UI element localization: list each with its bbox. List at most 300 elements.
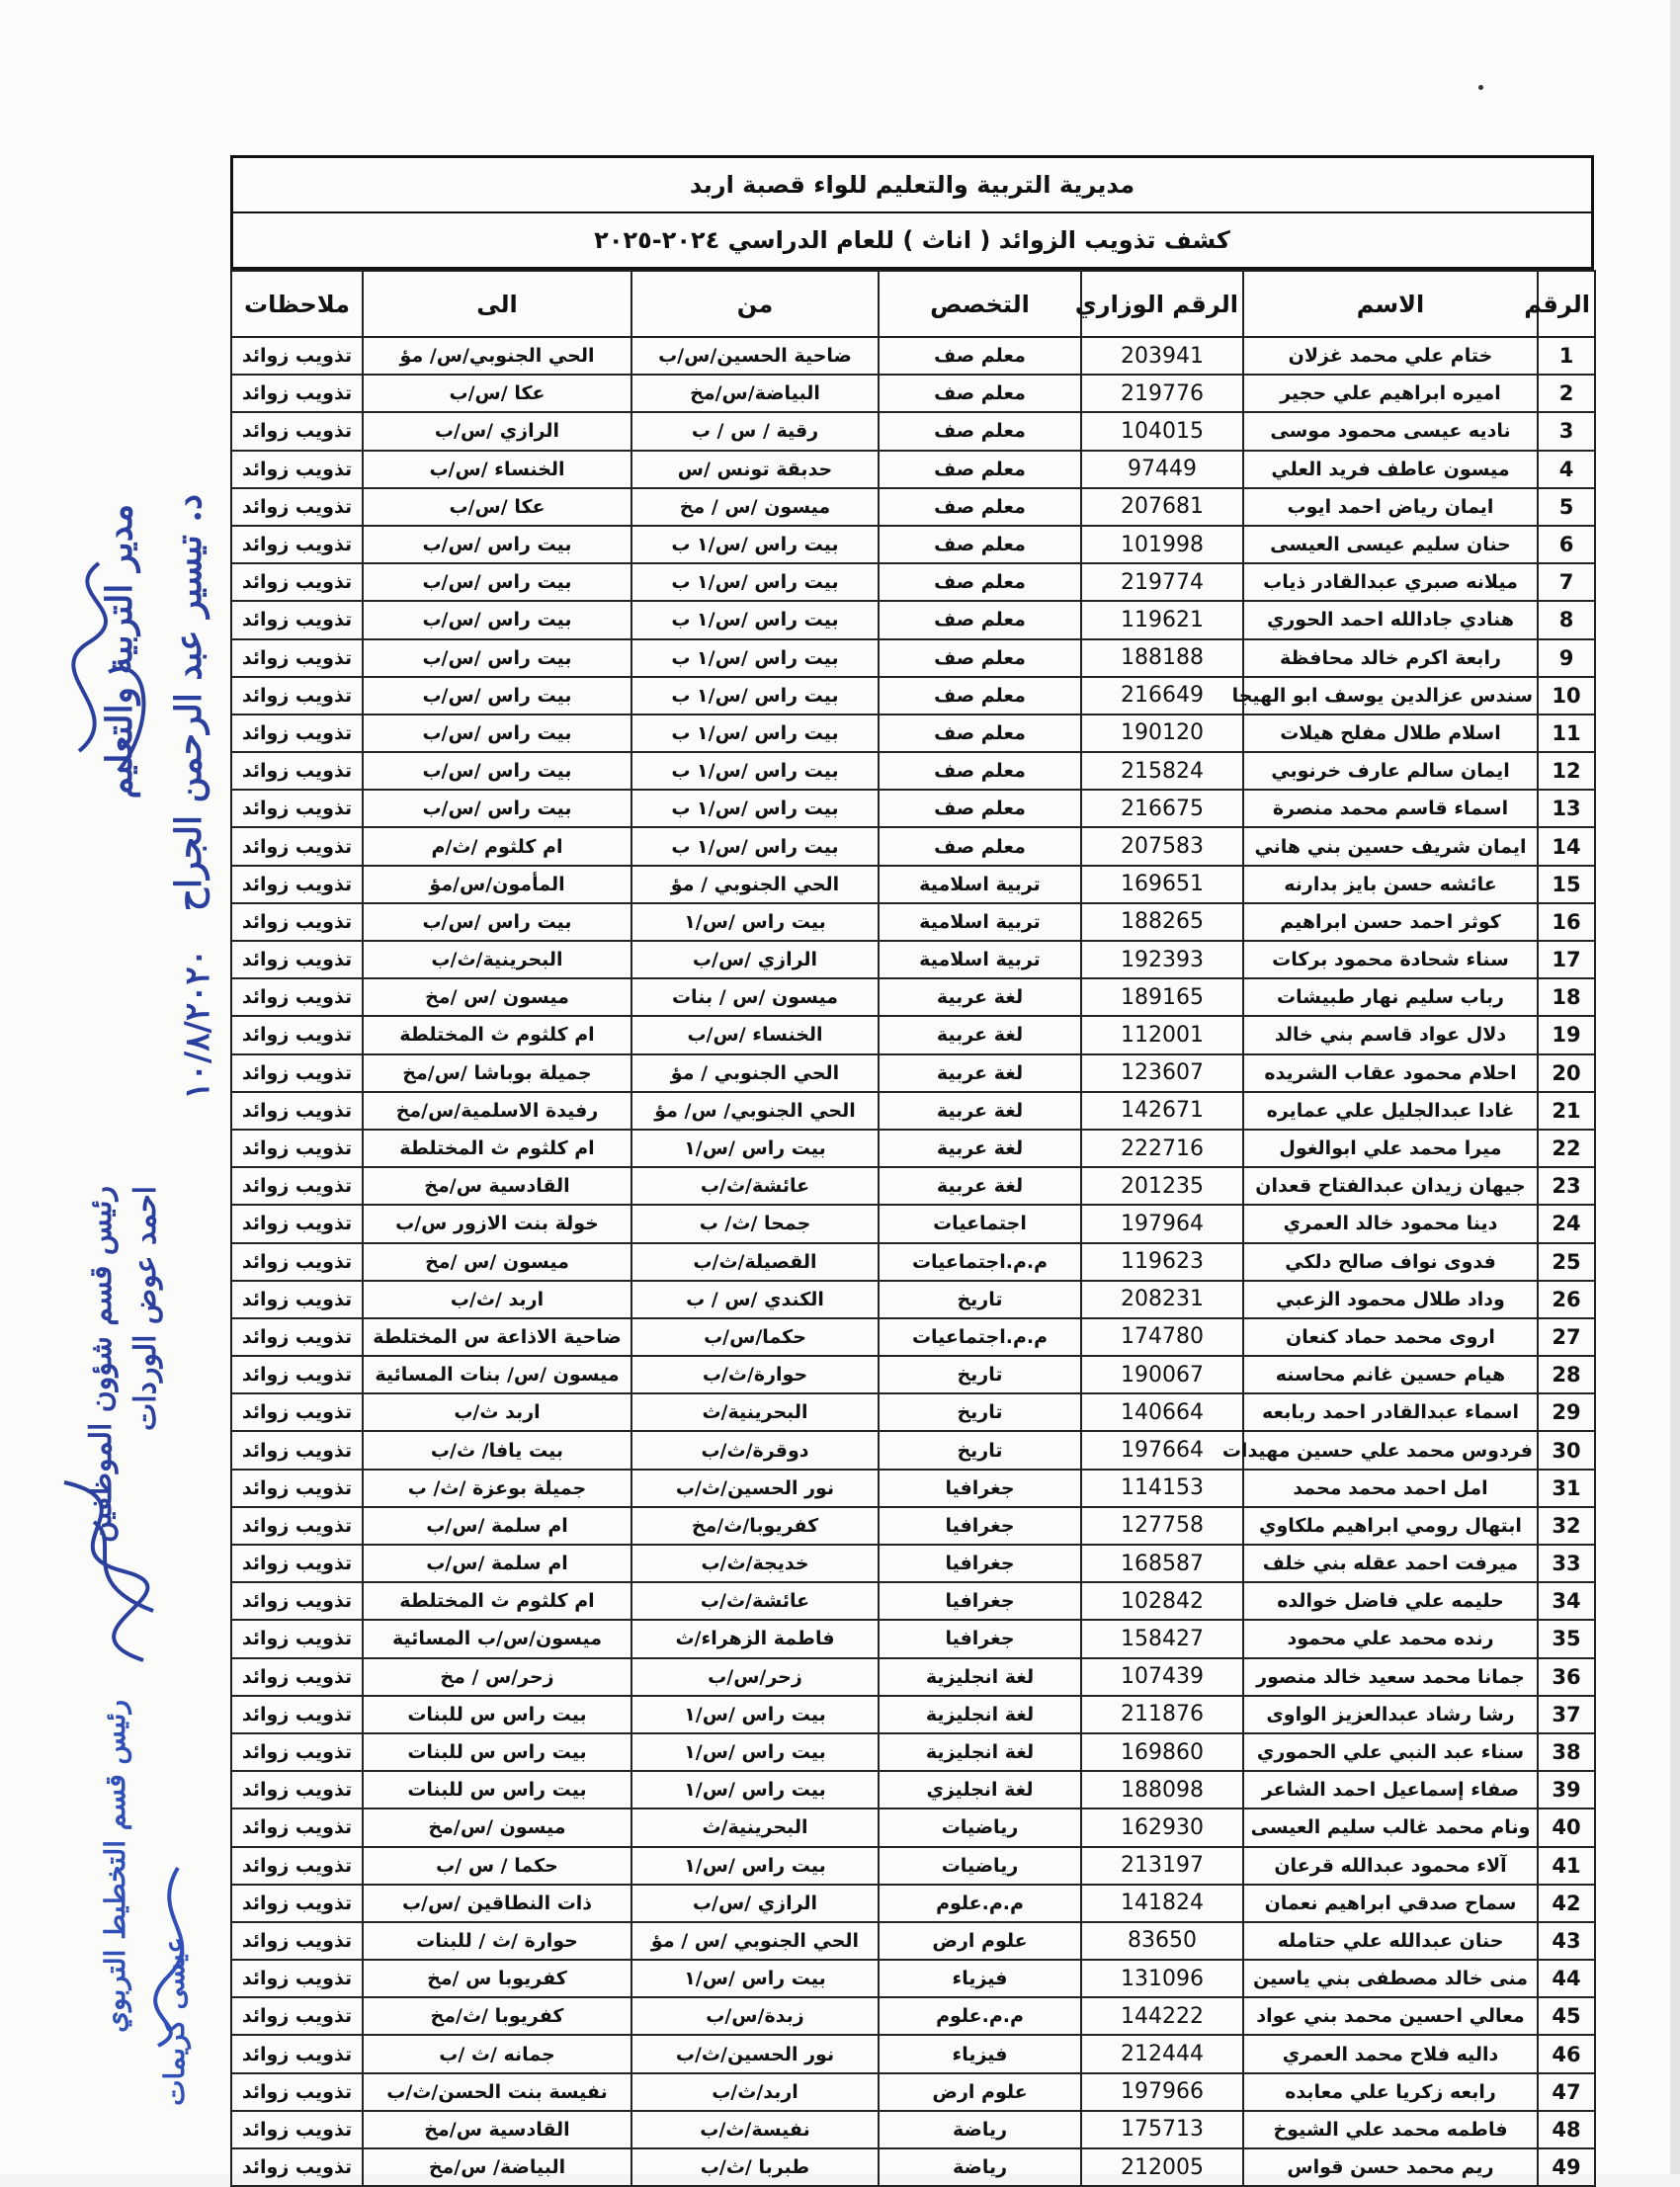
transfer-table [230, 270, 1596, 2187]
handwritten-planning-name: عيسى كريمات [158, 1937, 191, 2106]
table-row [231, 1847, 1595, 1885]
row-from: حكما/س/ب [631, 1318, 879, 1356]
handwritten-director-title: مدير التربية والتعليم [99, 504, 140, 799]
row-notes: تذويب زوائد [231, 639, 363, 677]
header-row [231, 271, 1595, 337]
row-num: 20 [1538, 1054, 1595, 1092]
row-name: هنادي جادالله احمد الحوري [1243, 601, 1538, 638]
row-ministry-no: 174780 [1081, 1318, 1243, 1356]
table-row [231, 827, 1595, 865]
row-notes: تذويب زوائد [231, 1393, 363, 1431]
row-notes: تذويب زوائد [231, 1507, 363, 1545]
row-specialty: تربية اسلامية [879, 866, 1081, 903]
row-notes: تذويب زوائد [231, 1016, 363, 1053]
row-notes: تذويب زوائد [231, 1960, 363, 1997]
row-specialty: لغة عربية [879, 1130, 1081, 1167]
row-to: حوارة /ث / للبنات [363, 1922, 631, 1960]
row-num: 8 [1538, 601, 1595, 638]
row-to: القادسية س/مخ [363, 2111, 631, 2148]
signature-director [40, 553, 178, 791]
row-name: ناديه عيسى محمود موسى [1243, 412, 1538, 450]
row-to: بيت راس /س/ب [363, 563, 631, 601]
col-from: من [631, 271, 879, 337]
row-num: 27 [1538, 1318, 1595, 1356]
row-from: فاطمة الزهراء/ث [631, 1620, 879, 1657]
row-specialty: معلم صف [879, 639, 1081, 677]
row-num: 28 [1538, 1356, 1595, 1393]
row-notes: تذويب زوائد [231, 1696, 363, 1733]
row-from: بيت راس /س/١ [631, 1130, 879, 1167]
row-name: اسماء عبدالقادر احمد ربابعه [1243, 1393, 1538, 1431]
row-from: بيت راس /س/١ [631, 1733, 879, 1771]
table-row [231, 1356, 1595, 1393]
table-row [231, 1997, 1595, 2035]
row-notes: تذويب زوائد [231, 903, 363, 941]
row-from: الحي الجنوبي/ س/ مؤ [631, 1092, 879, 1130]
row-ministry-no: 144222 [1081, 1997, 1243, 2035]
row-num: 18 [1538, 978, 1595, 1016]
row-to: المأمون/س/مؤ [363, 866, 631, 903]
row-specialty: لغة عربية [879, 1016, 1081, 1053]
row-name: فدوى نواف صالح دلكي [1243, 1243, 1538, 1281]
row-to: ميسون /س /مخ [363, 1243, 631, 1281]
col-num: الرقم [1538, 271, 1595, 337]
row-ministry-no: 222716 [1081, 1130, 1243, 1167]
row-notes: تذويب زوائد [231, 1545, 363, 1582]
row-name: سماح صدقي ابراهيم نعمان [1243, 1885, 1538, 1922]
row-ministry-no: 123607 [1081, 1054, 1243, 1092]
row-name: ميرفت احمد عقله بني خلف [1243, 1545, 1538, 1582]
row-ministry-no: 142671 [1081, 1092, 1243, 1130]
row-name: رابعه زكريا علي معابده [1243, 2073, 1538, 2111]
table-row [231, 1431, 1595, 1469]
table-row [231, 752, 1595, 790]
row-name: منى خالد مصطفى بني ياسين [1243, 1960, 1538, 1997]
row-notes: تذويب زوائد [231, 412, 363, 450]
row-from: بيت راس /س/١ [631, 1771, 879, 1808]
row-notes: تذويب زوائد [231, 2148, 363, 2186]
row-ministry-no: 207583 [1081, 827, 1243, 865]
row-name: حنان عبدالله علي حتامله [1243, 1922, 1538, 1960]
row-ministry-no: 215824 [1081, 752, 1243, 790]
row-name: ابتهال رومي ابراهيم ملكاوي [1243, 1507, 1538, 1545]
row-notes: تذويب زوائد [231, 2111, 363, 2148]
row-num: 33 [1538, 1545, 1595, 1582]
table-row [231, 1922, 1595, 1960]
table-row [231, 1205, 1595, 1242]
row-num: 11 [1538, 715, 1595, 752]
row-ministry-no: 197664 [1081, 1431, 1243, 1469]
row-num: 32 [1538, 1507, 1595, 1545]
row-to: كفريوبا س /مخ [363, 1960, 631, 1997]
row-from: اربد/ث/ب [631, 2073, 879, 2111]
row-specialty: علوم ارض [879, 1922, 1081, 1960]
row-num: 23 [1538, 1167, 1595, 1205]
row-num: 46 [1538, 2035, 1595, 2072]
row-specialty: تاريخ [879, 1281, 1081, 1318]
row-name: ايمان سالم عارف خرنوبي [1243, 752, 1538, 790]
handwritten-hr-head-name: احمد عوض الوردات [128, 1186, 163, 1431]
row-num: 21 [1538, 1092, 1595, 1130]
row-name: آلاء محمود عبدالله قرعان [1243, 1847, 1538, 1885]
row-notes: تذويب زوائد [231, 941, 363, 978]
table-row [231, 941, 1595, 978]
row-to: جمانه /ث /ب [363, 2035, 631, 2072]
table-row [231, 1167, 1595, 1205]
row-notes: تذويب زوائد [231, 2035, 363, 2072]
row-to: اربد ث/ب [363, 1393, 631, 1431]
row-num: 49 [1538, 2148, 1595, 2186]
row-to: جميلة بوباشا /س/مخ [363, 1054, 631, 1092]
row-num: 41 [1538, 1847, 1595, 1885]
row-from: القصيلة/ث/ب [631, 1243, 879, 1281]
row-num: 38 [1538, 1733, 1595, 1771]
table-row [231, 715, 1595, 752]
row-from: ميسون /س / مخ [631, 488, 879, 526]
row-from: بيت راس /س/١ [631, 1960, 879, 1997]
row-ministry-no: 158427 [1081, 1620, 1243, 1657]
row-notes: تذويب زوائد [231, 1318, 363, 1356]
row-to: ميسون/س/ب المسائية [363, 1620, 631, 1657]
row-from: خديجة/ث/ب [631, 1545, 879, 1582]
row-ministry-no: 169651 [1081, 866, 1243, 903]
row-name: صفاء إسماعيل احمد الشاعر [1243, 1771, 1538, 1808]
table-row [231, 1960, 1595, 1997]
row-ministry-no: 190067 [1081, 1356, 1243, 1393]
table-row [231, 677, 1595, 715]
row-specialty: معلم صف [879, 601, 1081, 638]
row-notes: تذويب زوائد [231, 1922, 363, 1960]
row-to: عكا /س/ب [363, 488, 631, 526]
row-specialty: جغرافيا [879, 1507, 1081, 1545]
signature-planning-head [138, 1858, 217, 2056]
row-ministry-no: 208231 [1081, 1281, 1243, 1318]
row-num: 37 [1538, 1696, 1595, 1733]
row-specialty: لغة انجليزية [879, 1658, 1081, 1696]
row-num: 9 [1538, 639, 1595, 677]
row-name: وداد طلال محمود الزعبي [1243, 1281, 1538, 1318]
row-specialty: رياضيات [879, 1847, 1081, 1885]
row-from: نور الحسين/ث/ب [631, 1470, 879, 1507]
row-name: سندس عزالدين يوسف ابو الهيجا [1243, 677, 1538, 715]
row-ministry-no: 197964 [1081, 1205, 1243, 1242]
row-from: الحي الجنوبي /س / مؤ [631, 1922, 879, 1960]
row-to: ام كلثوم ث المختلطة [363, 1582, 631, 1620]
row-name: احلام محمود عقاب الشريده [1243, 1054, 1538, 1092]
row-to: ضاحية الاذاعة س المختلطة [363, 1318, 631, 1356]
row-specialty: لغة عربية [879, 1092, 1081, 1130]
row-to: بيت راس س للبنات [363, 1771, 631, 1808]
table-row [231, 903, 1595, 941]
row-to: بيت راس /س/ب [363, 526, 631, 563]
row-to: ميسون /س/ بنات المسائية [363, 1356, 631, 1393]
table-row [231, 1507, 1595, 1545]
row-to: ام كلثوم ث المختلطة [363, 1130, 631, 1167]
document-subtitle: كشف تذويب الزوائد ( اناث ) للعام الدراسي ٢٠٢٤-٢٠٢٥ [230, 211, 1594, 270]
table-row [231, 2073, 1595, 2111]
row-specialty: معلم صف [879, 375, 1081, 412]
row-to: بيت راس /س/ب [363, 752, 631, 790]
row-to: حكما / س /ب [363, 1847, 631, 1885]
row-ministry-no: 127758 [1081, 1507, 1243, 1545]
table-row [231, 601, 1595, 638]
row-notes: تذويب زوائد [231, 1997, 363, 2035]
row-notes: تذويب زوائد [231, 337, 363, 375]
row-specialty: لغة انجليزية [879, 1733, 1081, 1771]
row-notes: تذويب زوائد [231, 1808, 363, 1846]
table-row [231, 2111, 1595, 2148]
row-to: زحر/س / مخ [363, 1658, 631, 1696]
row-ministry-no: 175713 [1081, 2111, 1243, 2148]
row-notes: تذويب زوائد [231, 526, 363, 563]
row-num: 29 [1538, 1393, 1595, 1431]
row-name: معالي احسين محمد بني عواد [1243, 1997, 1538, 2035]
row-name: جمانا محمد سعيد خالد منصور [1243, 1658, 1538, 1696]
row-ministry-no: 141824 [1081, 1885, 1243, 1922]
row-to: بيت راس س للبنات [363, 1696, 631, 1733]
row-to: بيت راس /س/ب [363, 639, 631, 677]
row-num: 15 [1538, 866, 1595, 903]
table-row [231, 1545, 1595, 1582]
row-notes: تذويب زوائد [231, 2073, 363, 2111]
table-row [231, 1885, 1595, 1922]
row-ministry-no: 212444 [1081, 2035, 1243, 2072]
row-to: ام سلمة /س/ب [363, 1545, 631, 1582]
table-row [231, 563, 1595, 601]
row-from: بيت راس /س/١ [631, 1696, 879, 1733]
row-num: 13 [1538, 790, 1595, 827]
table-row [231, 1733, 1595, 1771]
row-name: داليه فلاح محمد العمري [1243, 2035, 1538, 2072]
row-specialty: تاريخ [879, 1356, 1081, 1393]
row-to: رفيدة الاسلمية/س/مخ [363, 1092, 631, 1130]
row-name: ريم محمد حسن قواس [1243, 2148, 1538, 2186]
row-name: ختام علي محمد غزلان [1243, 337, 1538, 375]
row-name: فاطمه محمد علي الشيوخ [1243, 2111, 1538, 2148]
row-num: 44 [1538, 1960, 1595, 1997]
row-to: البياضة/ س/مخ [363, 2148, 631, 2186]
row-notes: تذويب زوائد [231, 1771, 363, 1808]
row-specialty: معلم صف [879, 715, 1081, 752]
row-ministry-no: 213197 [1081, 1847, 1243, 1885]
handwritten-planning-head: رئيس قسم التخطيط التربوي [99, 1700, 131, 2033]
row-name: سناء شحادة محمود بركات [1243, 941, 1538, 978]
row-specialty: لغة انجليزي [879, 1771, 1081, 1808]
row-notes: تذويب زوائد [231, 1243, 363, 1281]
table-row [231, 1620, 1595, 1657]
row-from: الرازي /س/ب [631, 941, 879, 978]
row-ministry-no: 104015 [1081, 412, 1243, 450]
row-specialty: تاريخ [879, 1393, 1081, 1431]
row-to: ذات النطاقين /س/ب [363, 1885, 631, 1922]
row-from: بيت راس /س/١ ب [631, 752, 879, 790]
row-notes: تذويب زوائد [231, 1620, 363, 1657]
transfer-table-wrap [230, 155, 1594, 2187]
row-name: دينا محمود خالد العمري [1243, 1205, 1538, 1242]
table-row [231, 2148, 1595, 2186]
row-name: اسماء قاسم محمد منصرة [1243, 790, 1538, 827]
row-num: 43 [1538, 1922, 1595, 1960]
row-ministry-no: 219774 [1081, 563, 1243, 601]
row-from: زحر/س/ب [631, 1658, 879, 1696]
row-name: اسلام طلال مفلح هيلات [1243, 715, 1538, 752]
row-num: 36 [1538, 1658, 1595, 1696]
table-row [231, 1243, 1595, 1281]
row-ministry-no: 119621 [1081, 601, 1243, 638]
row-specialty: معلم صف [879, 677, 1081, 715]
row-ministry-no: 83650 [1081, 1922, 1243, 1960]
row-num: 35 [1538, 1620, 1595, 1657]
row-notes: تذويب زوائد [231, 1733, 363, 1771]
row-notes: تذويب زوائد [231, 1130, 363, 1167]
row-from: بيت راس /س/١ ب [631, 677, 879, 715]
row-notes: تذويب زوائد [231, 1431, 363, 1469]
row-notes: تذويب زوائد [231, 827, 363, 865]
row-num: 40 [1538, 1808, 1595, 1846]
row-name: غادا عبدالجليل علي عمايره [1243, 1092, 1538, 1130]
row-notes: تذويب زوائد [231, 1470, 363, 1507]
row-to: جميلة بوعزة /ث/ ب [363, 1470, 631, 1507]
row-specialty: رياضيات [879, 1808, 1081, 1846]
table-row [231, 639, 1595, 677]
row-name: حنان سليم عيسى العيسى [1243, 526, 1538, 563]
row-name: امل احمد محمد محمد [1243, 1470, 1538, 1507]
row-num: 4 [1538, 451, 1595, 488]
row-notes: تذويب زوائد [231, 752, 363, 790]
row-ministry-no: 97449 [1081, 451, 1243, 488]
row-num: 34 [1538, 1582, 1595, 1620]
row-to: بيت راس /س/ب [363, 903, 631, 941]
row-specialty: لغة عربية [879, 978, 1081, 1016]
row-to: خولة بنت الازور س/ب [363, 1205, 631, 1242]
handwritten-hr-head-title: رئيس قسم شؤون الموظفين [84, 1186, 119, 1543]
table-row [231, 1054, 1595, 1092]
row-name: فردوس محمد علي حسين مهيدات [1243, 1431, 1538, 1469]
row-name: رابعة اكرم خالد محافظة [1243, 639, 1538, 677]
row-from: كفريوبا/ث/مخ [631, 1507, 879, 1545]
row-from: رقية / س / ب [631, 412, 879, 450]
row-ministry-no: 211876 [1081, 1696, 1243, 1733]
row-notes: تذويب زوائد [231, 1847, 363, 1885]
row-specialty: معلم صف [879, 752, 1081, 790]
row-specialty: م.م.اجتماعيات [879, 1243, 1081, 1281]
row-ministry-no: 140664 [1081, 1393, 1243, 1431]
row-specialty: فيزياء [879, 1960, 1081, 1997]
row-ministry-no: 188098 [1081, 1771, 1243, 1808]
row-num: 24 [1538, 1205, 1595, 1242]
col-name: الاسم [1243, 271, 1538, 337]
row-from: بيت راس /س/١ ب [631, 601, 879, 638]
table-row [231, 1016, 1595, 1053]
row-ministry-no: 216675 [1081, 790, 1243, 827]
row-to: ميسون /س /مخ [363, 978, 631, 1016]
row-ministry-no: 201235 [1081, 1167, 1243, 1205]
table-row [231, 1393, 1595, 1431]
row-notes: تذويب زوائد [231, 451, 363, 488]
row-specialty: م.م.علوم [879, 1885, 1081, 1922]
col-ministry-no: الرقم الوزاري [1081, 271, 1243, 337]
row-from: بيت راس /س/١ ب [631, 715, 879, 752]
row-name: جيهان زيدان عبدالفتاح قعدان [1243, 1167, 1538, 1205]
row-to: كفريوبا /ث/مخ [363, 1997, 631, 2035]
row-name: حليمه علي فاضل خوالده [1243, 1582, 1538, 1620]
row-to: القادسية س/مخ [363, 1167, 631, 1205]
row-ministry-no: 168587 [1081, 1545, 1243, 1582]
row-ministry-no: 112001 [1081, 1016, 1243, 1053]
row-from: جمحا /ث/ ب [631, 1205, 879, 1242]
row-from: بيت راس /س/١ ب [631, 827, 879, 865]
row-from: زبدة/س/ب [631, 1997, 879, 2035]
table-row [231, 1318, 1595, 1356]
table-row [231, 790, 1595, 827]
row-specialty: تاريخ [879, 1431, 1081, 1469]
row-notes: تذويب زوائد [231, 1582, 363, 1620]
row-notes: تذويب زوائد [231, 866, 363, 903]
row-ministry-no: 189165 [1081, 978, 1243, 1016]
row-ministry-no: 114153 [1081, 1470, 1243, 1507]
row-name: ميلانه صبري عبدالقادر ذياب [1243, 563, 1538, 601]
row-name: رباب سليم نهار طبيشات [1243, 978, 1538, 1016]
row-from: طبربا /ث/ب [631, 2148, 879, 2186]
row-specialty: معلم صف [879, 790, 1081, 827]
row-to: ام كلثوم /ث/م [363, 827, 631, 865]
table-row [231, 526, 1595, 563]
row-num: 48 [1538, 2111, 1595, 2148]
row-num: 39 [1538, 1771, 1595, 1808]
row-specialty: تربية اسلامية [879, 903, 1081, 941]
handwritten-director-name: د. تيسير عبد الرحمن الجراح [168, 494, 210, 912]
row-num: 31 [1538, 1470, 1595, 1507]
row-from: الحي الجنوبي / مؤ [631, 1054, 879, 1092]
row-name: ميسون عاطف فريد العلي [1243, 451, 1538, 488]
row-num: 26 [1538, 1281, 1595, 1318]
row-name: رنده محمد علي محمود [1243, 1620, 1538, 1657]
row-to: بيت راس /س/ب [363, 677, 631, 715]
row-notes: تذويب زوائد [231, 375, 363, 412]
row-ministry-no: 101998 [1081, 526, 1243, 563]
row-to: نفيسة بنت الحسن/ث/ب [363, 2073, 631, 2111]
row-ministry-no: 188188 [1081, 639, 1243, 677]
row-ministry-no: 169860 [1081, 1733, 1243, 1771]
row-notes: تذويب زوائد [231, 677, 363, 715]
row-to: بيت راس /س/ب [363, 715, 631, 752]
row-specialty: معلم صف [879, 563, 1081, 601]
row-specialty: معلم صف [879, 337, 1081, 375]
row-from: دوقرة/ث/ب [631, 1431, 879, 1469]
row-specialty: فيزياء [879, 2035, 1081, 2072]
table-row [231, 337, 1595, 375]
row-name: اروى محمد حماد كنعان [1243, 1318, 1538, 1356]
row-name: سناء عبد النبي علي الحموري [1243, 1733, 1538, 1771]
row-from: البحرينية/ث [631, 1393, 879, 1431]
row-specialty: لغة عربية [879, 1054, 1081, 1092]
row-ministry-no: 107439 [1081, 1658, 1243, 1696]
table-row [231, 488, 1595, 526]
row-num: 12 [1538, 752, 1595, 790]
row-name: كوثر احمد حسن ابراهيم [1243, 903, 1538, 941]
row-name: ونام محمد غالب سليم العيسى [1243, 1808, 1538, 1846]
row-specialty: لغة انجليزية [879, 1696, 1081, 1733]
row-num: 7 [1538, 563, 1595, 601]
col-notes: ملاحظات [231, 271, 363, 337]
row-to: بيت راس /س/ب [363, 790, 631, 827]
row-name: دلال عواد قاسم بني خالد [1243, 1016, 1538, 1053]
row-to: اربد /ث/ب [363, 1281, 631, 1318]
row-num: 22 [1538, 1130, 1595, 1167]
row-name: عائشه حسن بايز بدارنه [1243, 866, 1538, 903]
table-row [231, 2035, 1595, 2072]
directorate-title: مديرية التربية والتعليم للواء قصبة اربد [230, 155, 1594, 211]
